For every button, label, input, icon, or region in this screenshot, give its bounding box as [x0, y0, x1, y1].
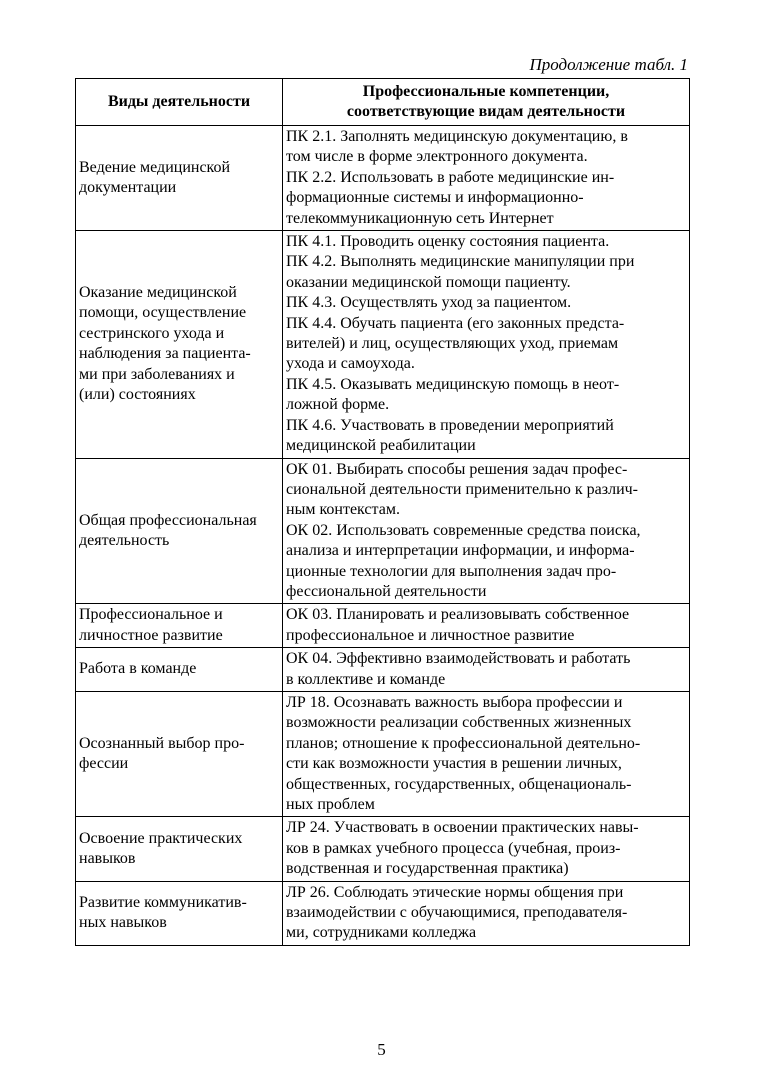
activity-cell	[76, 458, 283, 604]
activity-cell	[76, 691, 283, 816]
competency-item: ПК 4.5. Оказывать медицинскую помощь в неот- ложной форме.	[286, 375, 620, 414]
activity-cell	[76, 881, 283, 945]
competency-cell	[283, 817, 690, 881]
table-row	[76, 126, 690, 231]
activity-cell	[76, 231, 283, 458]
competency-item: ПК 4.6. Участвовать в проведении мероприятий медицинской реабилитации	[286, 416, 614, 455]
table-row	[76, 817, 690, 881]
activity-text: Профессиональное и личностное развитие	[79, 606, 223, 644]
competency-cell	[283, 881, 690, 945]
competency-item: ОК 04. Эффективно взаимодействовать и работать в коллективе и команде	[286, 650, 631, 688]
competency-item: ЛР 18. Осознавать важность выбора профессии и возможности реализации собственных жизненных планов; отношение к профессиональной деятельно- сти как возможности участия в решении личных, общественных, государственных, общенациональ- ных проблем	[286, 693, 641, 813]
competency-item: ПК 4.2. Выполнять медицинские манипуляции при оказании медицинской помощи пациенту.	[286, 253, 635, 291]
competency-item: ПК 4.4. Обучать пациента (его законных предста- вителей) и лиц, осуществляющих уход, приемам ухода и самоухода.	[286, 314, 625, 373]
competency-item: ПК 2.2. Использовать в работе медицинские ин- формационные системы и информационно- телекоммуникационную сеть Интернет	[286, 168, 615, 227]
page-number: 5	[377, 1040, 386, 1059]
table-header-row	[76, 79, 690, 126]
table-row	[76, 648, 690, 692]
table-row	[76, 231, 690, 458]
competency-item: ОК 01. Выбирать способы решения задач профес- сиональной деятельности применительно к различ- ным контекстам.	[286, 460, 638, 519]
activity-cell	[76, 817, 283, 881]
header-professional-competencies: Профессиональные компетенции, соответствующие видам деятельности	[283, 79, 690, 126]
activity-text: Развитие коммуникатив- ных навыков	[79, 893, 247, 932]
activity-text: Общая профессиональная деятельность	[79, 511, 257, 549]
activity-text: Оказание медицинской помощи, осуществление сестринского ухода и наблюдения за пациента- ми при заболеваниях и (или) состояниях	[79, 284, 251, 404]
competency-item: ЛР 24. Участвовать в освоении практических навы- ков в рамках учебного процесса (учебная, произ- водственная и государственная практика)	[286, 819, 639, 878]
activity-cell	[76, 604, 283, 648]
activity-text: Ведение медицинской документации	[79, 158, 231, 197]
competency-cell	[283, 604, 690, 648]
table-continuation-caption: Продолжение табл. 1	[529, 55, 688, 74]
competency-item: ПК 4.1. Проводить оценку состояния пациента.	[286, 233, 610, 251]
table-row	[76, 881, 690, 945]
header-activity-types: Виды деятельности	[76, 79, 283, 126]
table-row	[76, 691, 690, 816]
activity-cell	[76, 126, 283, 231]
table-row	[76, 604, 690, 648]
activity-cell	[76, 648, 283, 692]
competency-item: ОК 02. Использовать современные средства поиска, анализа и интерпретации информации, и информа- ционные технологии для выполнения задач про- фессиональной деятельности	[286, 521, 641, 600]
competency-item: ПК 2.1. Заполнять медицинскую документацию, в том числе в форме электронного документа.	[286, 128, 628, 166]
competency-cell	[283, 458, 690, 604]
competency-item: ПК 4.3. Осуществлять уход за пациентом.	[286, 294, 572, 312]
competency-cell	[283, 648, 690, 692]
competency-cell	[283, 691, 690, 816]
competency-cell	[283, 231, 690, 458]
table-row	[76, 458, 690, 604]
activity-text: Осознанный выбор про- фессии	[79, 734, 245, 773]
competencies-table	[75, 78, 690, 946]
competency-cell	[283, 126, 690, 231]
competency-item: ОК 03. Планировать и реализовывать собственное профессиональное и личностное развитие	[286, 606, 630, 644]
competency-item: ЛР 26. Соблюдать этические нормы общения при взаимодействии с обучающимися, преподавателя- ми, сотрудниками колледжа	[286, 883, 628, 942]
activity-text: Работа в команде	[79, 660, 197, 678]
activity-text: Освоение практических навыков	[79, 829, 243, 868]
